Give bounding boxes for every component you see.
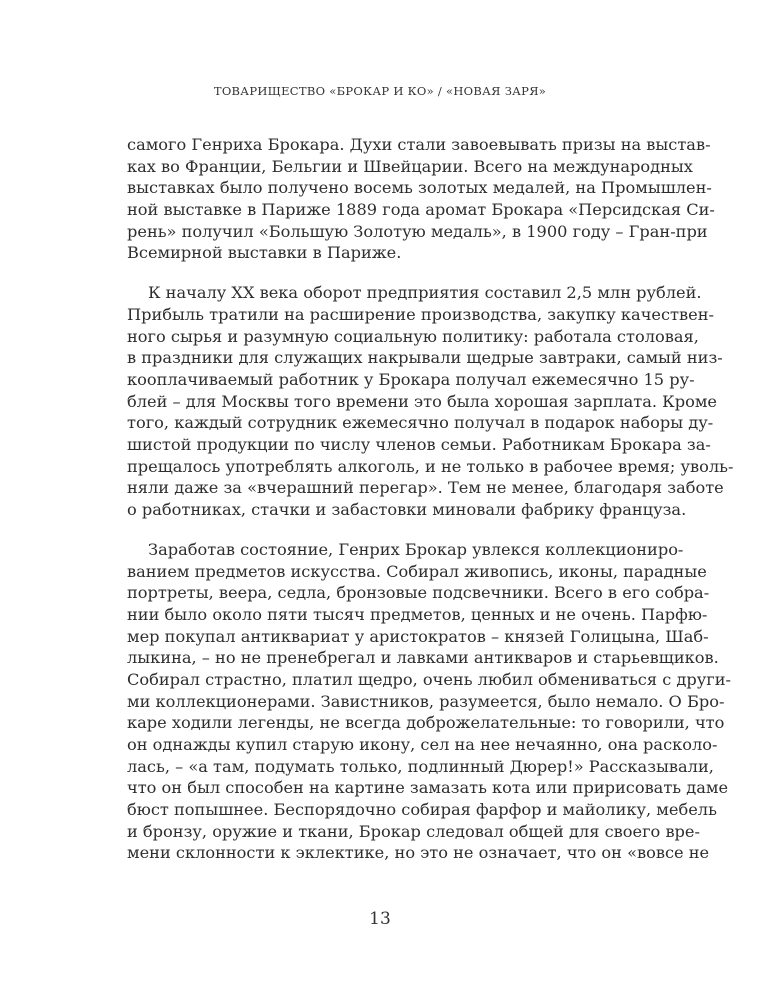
- text-line: Заработав состояние, Генрих Брокар увлекся коллекциониро-: [148, 540, 684, 560]
- text-line: няли даже за «вчерашний перегар». Тем не менее, благодаря заботе: [127, 478, 724, 498]
- text-line: и бронзу, оружие и ткани, Брокар следовал общей для своего вре-: [127, 821, 700, 841]
- text-line: что он был способен на картине замазать кота или пририсовать даме: [127, 778, 729, 798]
- text-line: Прибыль тратили на расширение производства, закупку качествен-: [127, 305, 714, 325]
- text-line: К началу XX века оборот предприятия составил 2,5 млн рублей.: [148, 283, 702, 303]
- text-line: лыкина, – но не пренебрегал и лавками антикваров и старьевщиков.: [127, 648, 719, 668]
- text-line: о работниках, стачки и забастовки миновали фабрику француза.: [127, 500, 687, 519]
- text-line: выставках было получено восемь золотых медалей, на Промышлен-: [127, 178, 712, 198]
- paragraph: [127, 539, 731, 864]
- body-text: [127, 134, 734, 883]
- text-line: ного сырья и разумную социальную политику: работала столовая,: [127, 326, 699, 346]
- text-line: мер покупал антиквариат у аристократов – князей Голицына, Шаб-: [127, 626, 709, 646]
- text-line: самого Генриха Брокара. Духи стали завоевывать призы на выстав-: [127, 135, 711, 154]
- text-line: блей – для Москвы того времени это была хорошая зарплата. Кроме: [127, 391, 717, 411]
- text-line: ной выставке в Париже 1889 года аромат Брокара «Персидская Си-: [127, 199, 715, 219]
- text-line: ванием предметов искусства. Собирал живопись, иконы, парадные: [127, 561, 707, 581]
- text-line: нии было около пяти тысяч предметов, ценных и не очень. Парфю-: [127, 605, 708, 625]
- text-line: бюст попышнее. Беспорядочно собирая фарфор и майолику, мебель: [127, 800, 717, 820]
- text-line: в праздники для служащих накрывали щедрые завтраки, самый низ-: [127, 348, 723, 368]
- text-line: Всемирной выставки в Париже.: [127, 243, 402, 263]
- text-line: мени склонности к эклектике, но это не означает, что он «вовсе не: [127, 843, 710, 863]
- text-line: того, каждый сотрудник ежемесячно получал в подарок наборы ду-: [127, 413, 714, 433]
- text-line: портреты, веера, седла, бронзовые подсвечники. Всего в его собра-: [127, 583, 710, 603]
- running-header: ТОВАРИЩЕСТВО «БРОКАР И КО» / «НОВАЯ ЗАРЯ»: [213, 84, 547, 98]
- text-line: шистой продукции по числу членов семьи. Работникам Брокара за-: [127, 435, 711, 455]
- page-number: 13: [369, 909, 391, 929]
- text-line: ми коллекционерами. Завистников, разумеется, было немало. О Бро-: [127, 691, 725, 711]
- text-line: прещалось употреблять алкоголь, и не только в рабочее время; уволь-: [127, 456, 734, 476]
- text-line: рень» получил «Большую Золотую медаль», в 1900 году – Гран-при: [127, 221, 708, 241]
- text-line: ках во Франции, Бельгии и Швейцарии. Всего на международных: [127, 156, 693, 176]
- text-line: каре ходили легенды, не всегда доброжелательные: то говорили, что: [127, 713, 725, 733]
- text-line: он однажды купил старую икону, сел на нее нечаянно, она расколо-: [127, 735, 718, 755]
- text-line: коoплачиваемый работник у Брокара получал ежемесячно 15 ру-: [127, 370, 695, 390]
- text-line: лась, – «а там, подумать только, подлинный Дюрер!» Рассказывали,: [127, 756, 714, 776]
- paragraph: [127, 134, 715, 264]
- text-line: Собирал страстно, платил щедро, очень любил обмениваться с други-: [127, 670, 731, 690]
- paragraph: [127, 282, 734, 520]
